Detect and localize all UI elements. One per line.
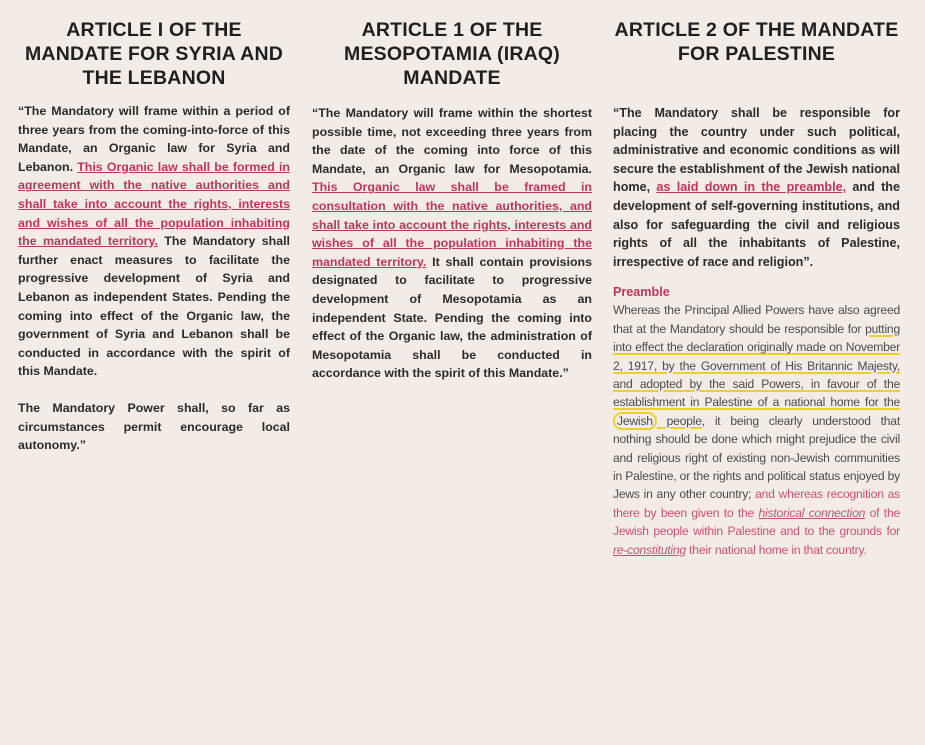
article-title-syria: ARTICLE I OF THE MANDATE FOR SYRIA AND THE LEBANON	[24, 19, 284, 89]
column-palestine	[613, 18, 900, 559]
column-syria-lebanon	[18, 18, 290, 455]
highlight-as-laid-down: as laid down in the preamble,	[656, 180, 847, 195]
highlight-recognition: and whereas recognition as there by been given to the historical connection of the Jewish people within Palestine and to the grounds for re-constituting their national home in that country.	[613, 487, 900, 557]
highlight-re-constituting: re-constituting	[613, 542, 686, 557]
article-text-syria-autonomy: The Mandatory Power shall, so far as circumstances permit encourage local autonomy.”	[18, 400, 290, 453]
article-text-syria: “The Mandatory will frame within a period of three years from the coming-into-force of this Mandate, an Organic law for Syria and Lebanon. This Organic law shall be formed in agreement with the native authorities and shall take into account the rights, interests and wishes of all the population inhabiting the mandated territory. The Mandatory shall further enact measures to facilitate the progressive development of Syria and Lebanon as independent States. Pending the coming into effect of the Organic law, the government of Syria and Lebanon shall be conducted in accordance with the spirit of this Mandate.	[18, 104, 291, 379]
highlight-people: people	[656, 413, 702, 428]
circled-word-jewish: Jewish	[613, 412, 657, 430]
highlight-historical-connection: historical connection	[758, 505, 866, 520]
article-title-palestine: ARTICLE 2 OF THE MANDATE FOR PALESTINE	[614, 19, 899, 65]
column-iraq	[312, 18, 592, 383]
preamble-text: Whereas the Principal Allied Powers have also agreed that at the Mandatory should be responsible for putting into effect the declaration originally made on November 2, 1917, by the Government of His Britannic Majesty, and adopted by the said Powers, in favour of the establishment in Palestine of a national home for the Jewish people, it being clearly understood that nothing should be done which might prejudice the civil and religious right of existing non-Jewish communities in Palestine, or the rights and political status enjoyed by Jews in any other country; and whereas recognition as there by been given to the historical connection of the Jewish people within Palestine and to the grounds for re-constituting their national home in that country.	[613, 303, 900, 557]
preamble-heading: Preamble	[613, 285, 670, 300]
highlight-declaration: putting into effect the declaration originally made on November 2, 1917, by the Government of His Britannic Majesty, and adopted by the said Powers, in favour of the establishment in Palestine of a national home for the	[613, 321, 900, 410]
highlight-organic-law-syria: This Organic law shall be formed in agreement with the native authorities and shall take into account the rights, interests and wishes of all the population inhabiting the mandated territory.	[18, 159, 291, 249]
article-text-iraq: “The Mandatory will frame within the shortest possible time, not exceeding three years from the date of the coming into force of this Mandate, an Organic law for Mesopotamia. This Organic law shall be framed in consultation with the native authorities, and shall take into account the rights, interests and wishes of all the population inhabiting the mandated territory. It shall contain provisions designated to facilitate to progressive development of Mesopotamia as an independent State. Pending the coming into effect of the Organic law, the administration of Mesopotamia shall be conducted in accordance with the spirit of this Mandate.”	[312, 106, 592, 381]
article-title-iraq: ARTICLE 1 OF THE MESOPOTAMIA (IRAQ) MANDATE	[344, 19, 560, 89]
article-text-palestine: “The Mandatory shall be responsible for placing the country under such political, administrative and economic conditions as will secure the establishment of the Jewish national home, as laid down in the preamble, and the development of self-governing institutions, and also for safeguarding the civil and religious rights of all the inhabitants of Palestine, irrespective of race and religion”.	[613, 106, 901, 269]
highlight-organic-law-iraq: This Organic law shall be framed in consultation with the native authorities, and shall take into account the rights, interests and wishes of all the population inhabiting the mandated territory.	[312, 180, 592, 269]
